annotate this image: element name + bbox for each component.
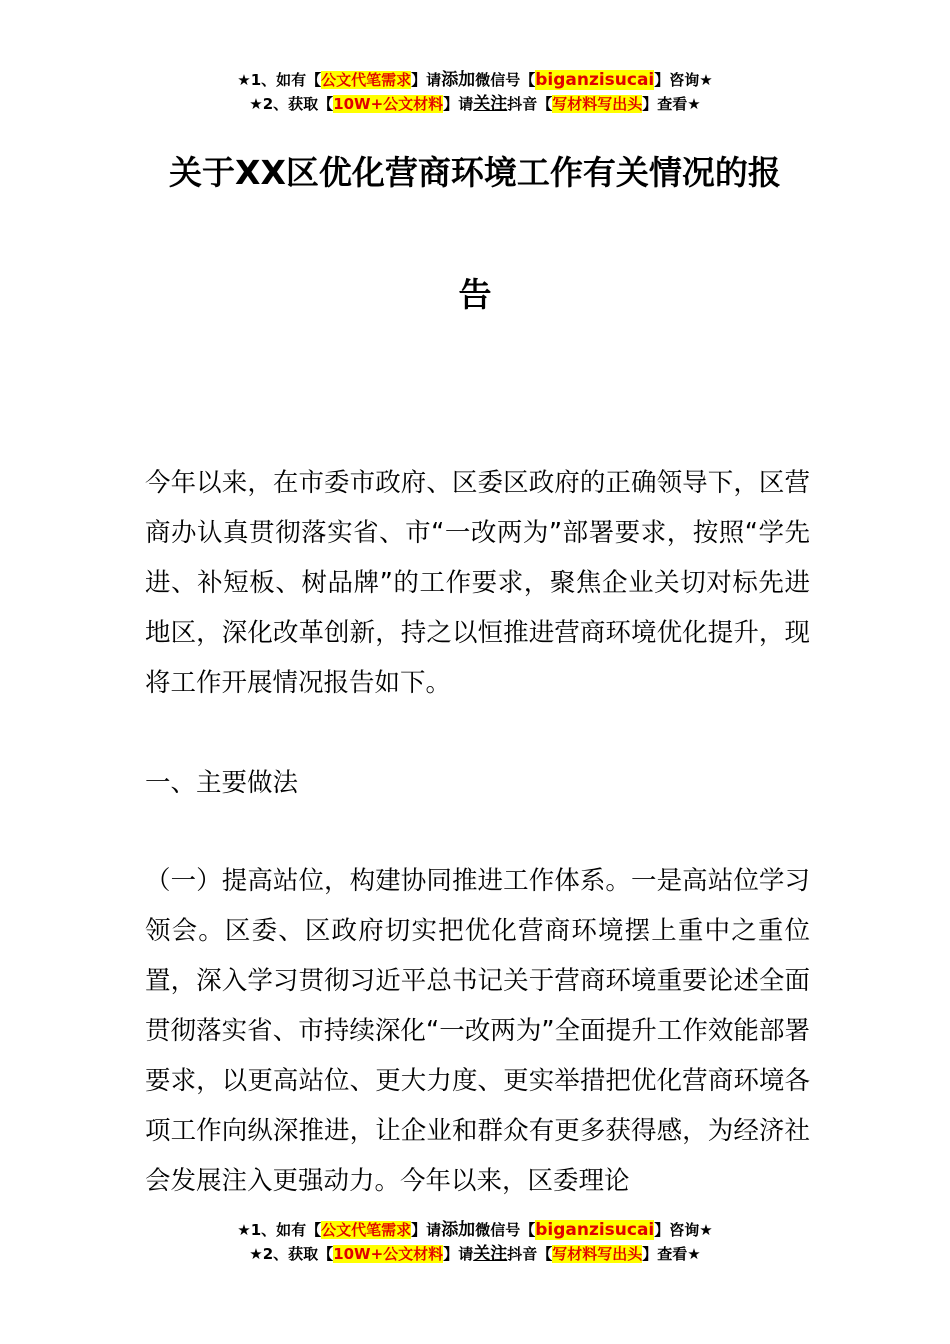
- banner-douyin-id: 写材料写出头: [552, 95, 643, 113]
- paragraph-intro: 今年以来，在市委市政府、区委区政府的正确领导下，区营商办认真贯彻落实省、市“一改两为”部署要求，按照“学先进、补短板、树品牌”的工作要求，聚焦企业关切对标先进地区，深化改革创新，持之以恒推进营商环境优化提升，现将工作开展情况报告如下。: [145, 468, 810, 698]
- banner-wechat-id: biganzisucai: [535, 70, 655, 90]
- banner-emphasis: 添加: [441, 1220, 476, 1240]
- section-heading: 一、主要做法: [145, 768, 299, 798]
- banner-line-2: [0, 92, 950, 116]
- banner-line-1: [0, 1218, 950, 1242]
- banner-emphasis: 关注: [473, 1244, 508, 1264]
- banner-highlight: 10W+公文材料: [333, 95, 444, 113]
- banner-text: ★2、获取【: [249, 1245, 334, 1263]
- banner-text: 】请: [411, 71, 442, 89]
- banner-text: 抖音【: [507, 95, 553, 113]
- banner-highlight: 公文代笔需求: [321, 71, 412, 89]
- banner-wechat-id: biganzisucai: [535, 1220, 655, 1240]
- banner-emphasis: 添加: [441, 70, 476, 90]
- banner-text: 】请: [443, 95, 474, 113]
- banner-text: 】咨询★: [654, 1221, 713, 1239]
- banner-text: 】查看★: [642, 1245, 701, 1263]
- document-title: [140, 144, 810, 324]
- banner-text: ★1、如有【: [237, 71, 322, 89]
- banner-douyin-id: 写材料写出头: [552, 1245, 643, 1263]
- banner-highlight: 10W+公文材料: [333, 1245, 444, 1263]
- banner-text: 】查看★: [642, 95, 701, 113]
- banner-highlight: 公文代笔需求: [321, 1221, 412, 1239]
- banner-line-1: [0, 68, 950, 92]
- top-banner: [0, 68, 950, 116]
- banner-text: ★1、如有【: [237, 1221, 322, 1239]
- title-line-1: 关于XX区优化营商环境工作有关情况的报: [169, 153, 781, 192]
- banner-text: 微信号【: [475, 71, 536, 89]
- title-line-2: 告: [458, 275, 492, 314]
- banner-line-2: [0, 1242, 950, 1266]
- bottom-banner: [0, 1218, 950, 1266]
- banner-text: 抖音【: [507, 1245, 553, 1263]
- banner-emphasis: 关注: [473, 94, 508, 114]
- paragraph-section-1: （一）提高站位，构建协同推进工作体系。一是高站位学习领会。区委、区政府切实把优化营商环境摆上重中之重位置，深入学习贯彻习近平总书记关于营商环境重要论述全面贯彻落实省、市持续深化“一改两为”全面提升工作效能部署要求，以更高站位、更大力度、更实举措把优化营商环境各项工作向纵深推进，让企业和群众有更多获得感，为经济社会发展注入更强动力。今年以来，区委理论: [145, 866, 810, 1196]
- banner-text: 】请: [411, 1221, 442, 1239]
- banner-text: 】咨询★: [654, 71, 713, 89]
- banner-text: 】请: [443, 1245, 474, 1263]
- banner-text: 微信号【: [475, 1221, 536, 1239]
- banner-text: ★2、获取【: [249, 95, 334, 113]
